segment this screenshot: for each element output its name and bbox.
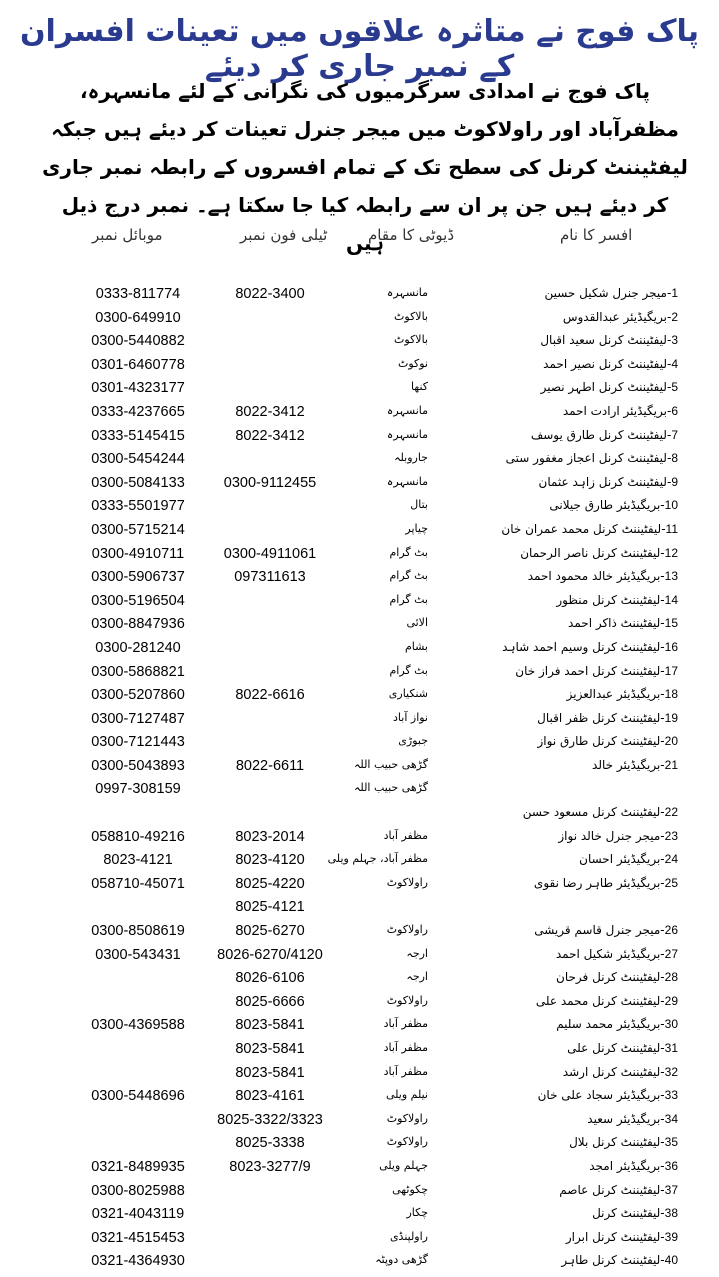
table-row [0,970,719,994]
duty-location: مظفر آباد [383,828,428,842]
serial-number: 24 [664,852,678,867]
table-row [0,852,719,876]
duty-location: جہلم ویلی [379,1158,428,1172]
serial-number: 25 [664,875,678,890]
duty-location: بٹ گرام [389,592,428,606]
officer-name: لیفٹیننٹ کرنل محمد علی [535,993,661,1008]
serial-number: 31 [664,1041,678,1055]
header-officer-name: افسر کا نام [560,226,633,244]
officer-name: لیفٹیننٹ کرنل زاہد عثمان [538,474,667,489]
table-row [0,829,719,853]
mobile-number: 0300-543431 [95,946,181,963]
duty-location: مانسہرہ [386,286,428,299]
telephone-number: 0300-9112455 [223,474,317,491]
officer-name-cell: 1-میجر جنرل شکیل حسین [544,286,678,300]
telephone-number: 8023-5841 [235,1041,305,1057]
mobile-number: 0300-649910 [95,309,181,326]
mobile-number: 0300-8025988 [91,1182,185,1199]
mobile-number: 0300-5084133 [91,474,185,491]
officer-name-cell: 34-بریگیڈیئر سعید [587,1111,678,1126]
telephone-number: 8026-6106 [235,970,305,987]
officer-name: لیفٹیننٹ کرنل ناصر الرحمان [520,545,661,560]
mobile-number: 0333-811774 [95,286,181,302]
officer-name-cell: 25-بریگیڈیئر طاہر رضا نقوی [533,875,678,890]
telephone-number: 8023-2014 [235,828,305,845]
officer-name: میجر جنرل شکیل حسین [544,286,667,300]
mobile-number: 0333-5501977 [91,498,185,515]
mobile-number: 0997-308159 [95,781,181,798]
table-row [0,1230,719,1254]
officer-name-cell: 5-لیفٹیننٹ کرنل اطہر نصیر [540,380,678,395]
duty-location: مظفر آباد، جہلم ویلی [327,852,428,866]
serial-number: 7 [671,427,678,442]
serial-number: 4 [671,356,678,371]
telephone-number: 8023-5841 [235,1064,305,1081]
serial-number: 15 [664,616,678,631]
duty-location: راولاکوٹ [386,923,428,937]
duty-location: شنکیاری [388,687,428,701]
duty-location: بتال [410,498,428,512]
table-row [0,805,719,829]
duty-location: مظفر آباد [383,1017,428,1031]
table-row [0,734,719,758]
mobile-number: 0300-5715214 [91,521,185,538]
duty-location: چکوٹھی [392,1182,428,1196]
table-row [0,451,719,475]
serial-number: 35 [664,1135,678,1150]
mobile-number: 0300-4910711 [91,545,185,562]
officer-name: بریگیڈیئر سجاد علی خان [537,1088,661,1103]
duty-location: ارجہ [406,970,428,984]
officer-name: بریگیڈیئر عبدالعزیز [566,687,661,702]
mobile-number: 0300-5868821 [91,663,185,680]
duty-location: گڑھی دوپٹہ [375,1253,428,1267]
officer-name: بریگیڈیئر طاہر رضا نقوی [533,875,661,890]
telephone-number: 097311613 [234,569,306,586]
table-row [0,522,719,546]
serial-number: 36 [664,1158,678,1173]
serial-number: 33 [664,1088,678,1103]
officer-name: بریگیڈیئر خالد محمود احمد [527,569,661,584]
officer-name-cell: 16-لیفٹیننٹ کرنل وسیم احمد شاہد [502,639,678,654]
serial-number: 38 [664,1206,678,1221]
table-row [0,475,719,499]
header-duty-location: ڈیوٹی کا مقام [368,226,455,244]
duty-location: مظفر آباد [383,1064,428,1078]
duty-location: گڑھی حبیب اللہ [353,781,428,795]
serial-number: 16 [664,639,678,654]
mobile-number: 0321-4515453 [91,1229,185,1246]
officer-name-cell: 10-بریگیڈیئر طارق جیلانی [549,498,678,513]
officer-name-cell: 6-بریگیڈیئر ارادت احمد [562,403,678,418]
telephone-number: 8023-4120 [235,852,305,869]
duty-location: راولاکوٹ [386,993,428,1007]
officer-name: میجر جنرل قاسم قریشی [534,923,661,938]
serial-number: 3 [671,333,678,348]
officer-name-cell: 2-بریگیڈیئر عبدالقدوس [562,309,678,324]
officer-name: لیفٹیننٹ کرنل ابرار [565,1229,661,1244]
officer-name-cell: 26-میجر جنرل قاسم قریشی [534,923,678,938]
telephone-number: 8023-5841 [235,1017,305,1034]
table-row [0,569,719,593]
duty-location: بشام [404,639,428,653]
mobile-number: 0300-5906737 [91,569,185,586]
officer-name: لیفٹیننٹ کرنل فرحان [556,970,661,985]
serial-number: 14 [664,592,678,607]
serial-number: 19 [664,710,678,725]
officer-name-cell: 9-لیفٹیننٹ کرنل زاہد عثمان [538,474,678,489]
officer-name-cell: 27-بریگیڈیئر شکیل احمد [555,946,678,961]
table-row [0,546,719,570]
duty-location: کنھا [411,380,428,394]
mobile-number: 0333-4237665 [91,403,185,420]
table-row [0,1206,719,1230]
officer-name: لیفٹیننٹ کرنل احمد فراز خان [515,663,661,678]
table-row [0,1017,719,1041]
table-row [0,640,719,664]
officer-name: لیفٹیننٹ کرنل منظور [556,592,661,607]
table-row [0,1112,719,1136]
table-row [0,404,719,428]
serial-number: 8 [671,451,678,466]
telephone-number: 8023-3277/9 [229,1158,311,1175]
table-row [0,428,719,452]
mobile-number: 0321-8489935 [91,1158,185,1175]
duty-location: نیلم ویلی [385,1088,428,1102]
serial-number: 29 [664,993,678,1008]
mobile-number: 0300-5196504 [91,592,185,609]
table-row [0,1159,719,1183]
officer-name-cell: 24-بریگیڈیئر احسان [579,852,678,867]
header-mobile: موبائل نمبر [92,226,163,244]
telephone-number: 8023-4161 [235,1088,305,1105]
serial-number: 1 [671,286,678,300]
table-row [0,899,719,923]
officer-name: لیفٹیننٹ کرنل عاصم [559,1182,661,1197]
table-row [0,498,719,522]
officer-name-cell: 12-لیفٹیننٹ کرنل ناصر الرحمان [520,545,678,560]
table-row [0,994,719,1018]
mobile-number: 0300-7127487 [91,710,185,727]
mobile-number: 0301-4323177 [91,380,185,397]
mobile-number: 058710-45071 [91,875,185,892]
mobile-number: 0300-5043893 [91,757,185,774]
officer-name-cell: 30-بریگیڈیئر محمد سلیم [556,1017,678,1032]
mobile-number: 058810-49216 [91,828,185,845]
telephone-number: 8026-6270/4120 [217,946,323,963]
serial-number: 39 [664,1229,678,1244]
officer-name-cell: 23-میجر جنرل خالد نواز [558,828,678,843]
officer-name: لیفٹیننٹ کرنل [592,1206,661,1221]
officer-name-cell: 29-لیفٹیننٹ کرنل محمد علی [535,993,678,1008]
mobile-number: 0333-5145415 [91,427,185,444]
duty-location: راولاکوٹ [386,1111,428,1125]
officer-name: لیفٹیننٹ کرنل محمد عمران خان [501,521,662,536]
duty-location: بٹ گرام [389,663,428,677]
officer-name: لیفٹیننٹ کرنل اطہر نصیر [540,380,667,395]
officer-name-cell: 15-لیفٹیننٹ ذاکر احمد [568,616,678,631]
mobile-number: 0301-6460778 [91,356,185,373]
table-row [0,310,719,334]
serial-number: 20 [664,734,678,749]
officer-name-cell: 20-لیفٹیننٹ کرنل طارق نواز [537,734,678,749]
duty-location: بالاکوٹ [394,309,428,323]
telephone-number: 8025-6270 [235,923,305,940]
table-header [0,226,719,256]
officer-name-cell: 28-لیفٹیننٹ کرنل فرحان [556,970,678,985]
serial-number: 26 [664,923,678,938]
officer-name: لیفٹیننٹ ذاکر احمد [568,616,661,631]
telephone-number: 8022-3412 [235,403,305,420]
officer-name-cell: 38-لیفٹیننٹ کرنل [592,1206,678,1221]
duty-location: جبوڑی [398,734,428,748]
telephone-number: 8022-6611 [235,757,305,774]
officer-name: لیفٹیننٹ کرنل بلال [569,1135,661,1150]
serial-number: 22 [664,805,678,820]
duty-location: گڑھی حبیب اللہ [353,757,428,771]
mobile-number: 0300-5448696 [91,1088,185,1105]
duty-location: مانسہرہ [386,403,428,417]
duty-location: راولپنڈی [389,1229,428,1243]
table-row [0,357,719,381]
duty-location: نواز آباد [393,710,428,724]
table-row [0,758,719,782]
officer-name: بریگیڈیئر سعید [587,1111,661,1126]
mobile-number: 0321-4043119 [91,1206,185,1223]
serial-number: 9 [671,474,678,489]
officer-name: لیفٹیننٹ کرنل طاہر [561,1253,661,1268]
duty-location: مانسہرہ [386,474,428,488]
serial-number: 32 [664,1064,678,1079]
officer-name: لیفٹیننٹ کرنل ظفر اقبال [537,710,661,725]
duty-location: راولاکوٹ [386,875,428,889]
mobile-number: 0300-5440882 [91,333,185,350]
table-row [0,687,719,711]
serial-number: 13 [664,569,678,584]
table-row [0,380,719,404]
officer-name: لیفٹیننٹ کرنل سعید اقبال [540,333,667,348]
table-row [0,947,719,971]
officer-name-cell: 36-بریگیڈیئر امجد [589,1158,678,1173]
duty-location: مظفر آباد [383,1041,428,1054]
duty-location: جاروبلہ [394,451,428,465]
mobile-number: 0300-281240 [95,639,181,656]
telephone-number: 8022-3412 [235,427,305,444]
serial-number: 30 [664,1017,678,1032]
table-row [0,333,719,357]
table-row [0,1041,719,1065]
table-row [0,616,719,640]
header-telephone: ٹیلی فون نمبر [240,226,328,244]
serial-number: 5 [671,380,678,395]
serial-number: 37 [664,1182,678,1197]
mobile-number: 0300-7121443 [91,734,185,751]
serial-number: 21 [664,757,678,772]
serial-number: 18 [664,687,678,702]
officer-name-cell: 39-لیفٹیننٹ کرنل ابرار [565,1229,678,1244]
officer-name-cell: 4-لیفٹیننٹ کرنل نصیر احمد [543,356,678,371]
officer-name-cell: 17-لیفٹیننٹ کرنل احمد فراز خان [515,663,678,678]
officer-name: بریگیڈیئر عبدالقدوس [562,309,667,324]
duty-location: بٹ گرام [389,545,428,559]
intro-paragraph: پاک فوج نے امدادی سرگرمیوں کی نگرانی کے لئے مانسہرہ، مظفرآباد اور راولاکوٹ میں میجر جنرل تعینات کر دیئے ہیں جبکہ لیفٹیننٹ کرنل کی سطح تک کے تمام افسروں کے رابطہ نمبر جاری کر دیئے ہیں جن پر ان سے رابطہ کیا جا سکتا ہے۔ نمبر درج ذیل ہیں [42,79,688,255]
mobile-number: 0300-5207860 [91,687,185,704]
officer-name: بریگیڈیئر شکیل احمد [555,946,661,961]
officer-name-cell: 33-بریگیڈیئر سجاد علی خان [537,1088,678,1103]
officer-name-cell: 22-لیفٹیننٹ کرنل مسعود حسن [522,805,678,820]
serial-number: 6 [671,403,678,418]
table-row [0,781,719,805]
officer-name: بریگیڈیئر طارق جیلانی [549,498,661,513]
mobile-number: 0321-4364930 [91,1253,185,1270]
officer-name-cell: 31-لیفٹیننٹ کرنل علی [567,1041,678,1055]
telephone-number: 0300-4911061 [223,545,317,562]
duty-location: بٹ گرام [389,569,428,583]
officer-name: میجر جنرل خالد نواز [558,828,661,843]
telephone-number: 8025-4220 [235,875,305,892]
officer-name: بریگیڈیئر خالد [592,757,661,772]
telephone-number: 8025-3338 [235,1135,305,1152]
serial-number: 27 [664,946,678,961]
table-row [0,593,719,617]
officer-name-cell: 32-لیفٹیننٹ کرنل ارشد [562,1064,678,1079]
serial-number: 10 [664,498,678,513]
officer-name-cell: 11-لیفٹیننٹ کرنل محمد عمران خان [501,521,678,536]
serial-number: 34 [664,1111,678,1126]
officer-name-cell: 21-بریگیڈیئر خالد [592,757,678,772]
officer-name-cell: 13-بریگیڈیئر خالد محمود احمد [527,569,678,584]
officer-name: بریگیڈیئر احسان [579,852,661,867]
serial-number: 23 [664,828,678,843]
duty-location: چیاپر [405,521,428,535]
officer-name-cell: 37-لیفٹیننٹ کرنل عاصم [559,1182,678,1197]
duty-location: ارجہ [406,946,428,960]
table-row [0,664,719,688]
officer-name-cell: 18-بریگیڈیئر عبدالعزیز [566,687,678,702]
table-row [0,1183,719,1207]
serial-number: 40 [664,1253,678,1268]
officer-name-cell: 8-لیفٹیننٹ کرنل اعجاز مغفور ستی [505,451,678,466]
officer-name-cell: 3-لیفٹیننٹ کرنل سعید اقبال [540,333,678,348]
table-row [0,1253,719,1277]
duty-location: چکار [406,1206,428,1220]
officer-name-cell: 7-لیفٹیننٹ کرنل طارق یوسف [530,427,678,442]
officer-name: لیفٹیننٹ کرنل طارق نواز [537,734,661,749]
officer-name: لیفٹیننٹ کرنل طارق یوسف [530,427,667,442]
headline: پاک فوج نے متاثرہ علاقوں میں تعینات افسران کے نمبر جاری کر دیئے [19,14,700,84]
officer-name: لیفٹیننٹ کرنل علی [567,1041,661,1055]
table-row [0,1065,719,1089]
officer-name-cell: 40-لیفٹیننٹ کرنل طاہر [561,1253,678,1268]
telephone-number: 8025-3322/3323 [217,1111,323,1128]
serial-number: 28 [664,970,678,985]
officer-name: لیفٹیننٹ کرنل نصیر احمد [543,356,667,371]
officer-name-cell: 14-لیفٹیننٹ کرنل منظور [556,592,678,607]
officer-name: لیفٹیننٹ کرنل مسعود حسن [522,805,661,820]
telephone-number: 8025-6666 [235,993,305,1010]
serial-number: 2 [671,309,678,324]
serial-number: 11 [665,521,678,536]
officer-name: لیفٹیننٹ کرنل وسیم احمد شاہد [502,639,661,654]
serial-number: 17 [664,663,678,678]
telephone-number: 8022-3400 [235,286,305,302]
table-row [0,876,719,900]
officer-name: بریگیڈیئر امجد [589,1158,661,1173]
mobile-number: 0300-4369588 [91,1017,185,1034]
officer-name-cell: 19-لیفٹیننٹ کرنل ظفر اقبال [537,710,678,725]
officer-name: لیفٹیننٹ کرنل اعجاز مغفور ستی [505,451,667,466]
duty-location: نوکوٹ [397,356,428,370]
officer-name-cell: 35-لیفٹیننٹ کرنل بلال [569,1135,678,1150]
mobile-number: 0300-8847936 [91,616,185,633]
officers-table [0,286,719,1277]
mobile-number: 0300-8508619 [91,923,185,940]
table-row [0,1088,719,1112]
duty-location: الائی [406,616,428,630]
duty-location: بالاکوٹ [394,333,428,347]
table-row [0,923,719,947]
officer-name: بریگیڈیئر محمد سلیم [556,1017,661,1032]
officer-name: بریگیڈیئر ارادت احمد [562,403,667,418]
table-row [0,286,719,310]
telephone-number: 8025-4121 [235,899,305,916]
serial-number: 12 [664,545,678,560]
duty-location: راولاکوٹ [386,1135,428,1149]
mobile-number: 8023-4121 [103,852,173,869]
table-row [0,1135,719,1159]
officer-name: لیفٹیننٹ کرنل ارشد [562,1064,661,1079]
table-row [0,711,719,735]
mobile-number: 0300-5454244 [91,451,185,468]
duty-location: مانسہرہ [386,427,428,441]
telephone-number: 8022-6616 [235,687,305,704]
